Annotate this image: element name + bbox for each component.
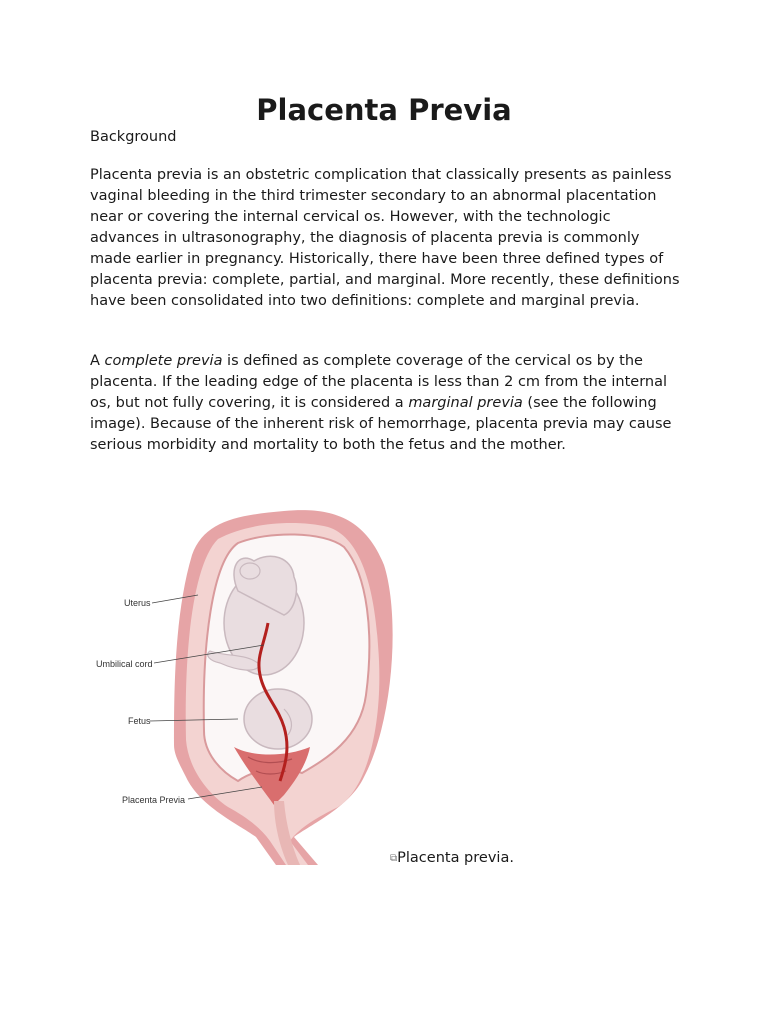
- placenta-previa-illustration: [88, 495, 400, 865]
- paragraph-text: is defined as complete coverage of the cervical os by the placenta. If the leading edge of the placenta is less than 2 cm from the internal os, but not fully covering, it is considered a: [90, 353, 668, 411]
- umbilical-cord-label: Umbilical cord: [96, 659, 153, 669]
- fetus-head: [244, 689, 312, 749]
- body-paragraph-2: [90, 351, 680, 456]
- section-heading: Background: [90, 129, 177, 145]
- placenta-previa-label: Placenta Previa: [122, 795, 186, 805]
- figure-caption: [390, 848, 514, 869]
- fetus-foot: [240, 563, 260, 579]
- paragraph-text: (see the following image). Because of the inherent risk of hemorrhage, placenta previa may cause serious morbidity and mortality to both the fetus and the mother.: [90, 395, 672, 453]
- italic-term: complete previa: [104, 353, 223, 369]
- italic-term: marginal previa: [408, 395, 523, 411]
- body-paragraph-1: Placenta previa is an obstetric complication that classically presents as painless vaginal bleeding in the third trimester secondary to an abnormal placentation near or covering the internal cervical os. However, with the technologic advances in ultrasonography, the diagnosis of placenta previa is commonly made earlier in pregnancy. Historically, there have been three defined types of placenta previa: complete, partial, and marginal. More recently, these definitions have been consolidated into two definitions: complete and marginal previa.: [90, 167, 680, 309]
- uterus-label: Uterus: [124, 598, 151, 608]
- caption-text: Placenta previa.: [397, 850, 514, 866]
- page-title: Placenta Previa: [256, 93, 512, 127]
- image-placeholder-icon: ⧉: [390, 853, 398, 864]
- fetus-label: Fetus: [128, 716, 151, 726]
- paragraph-text: A: [90, 353, 105, 369]
